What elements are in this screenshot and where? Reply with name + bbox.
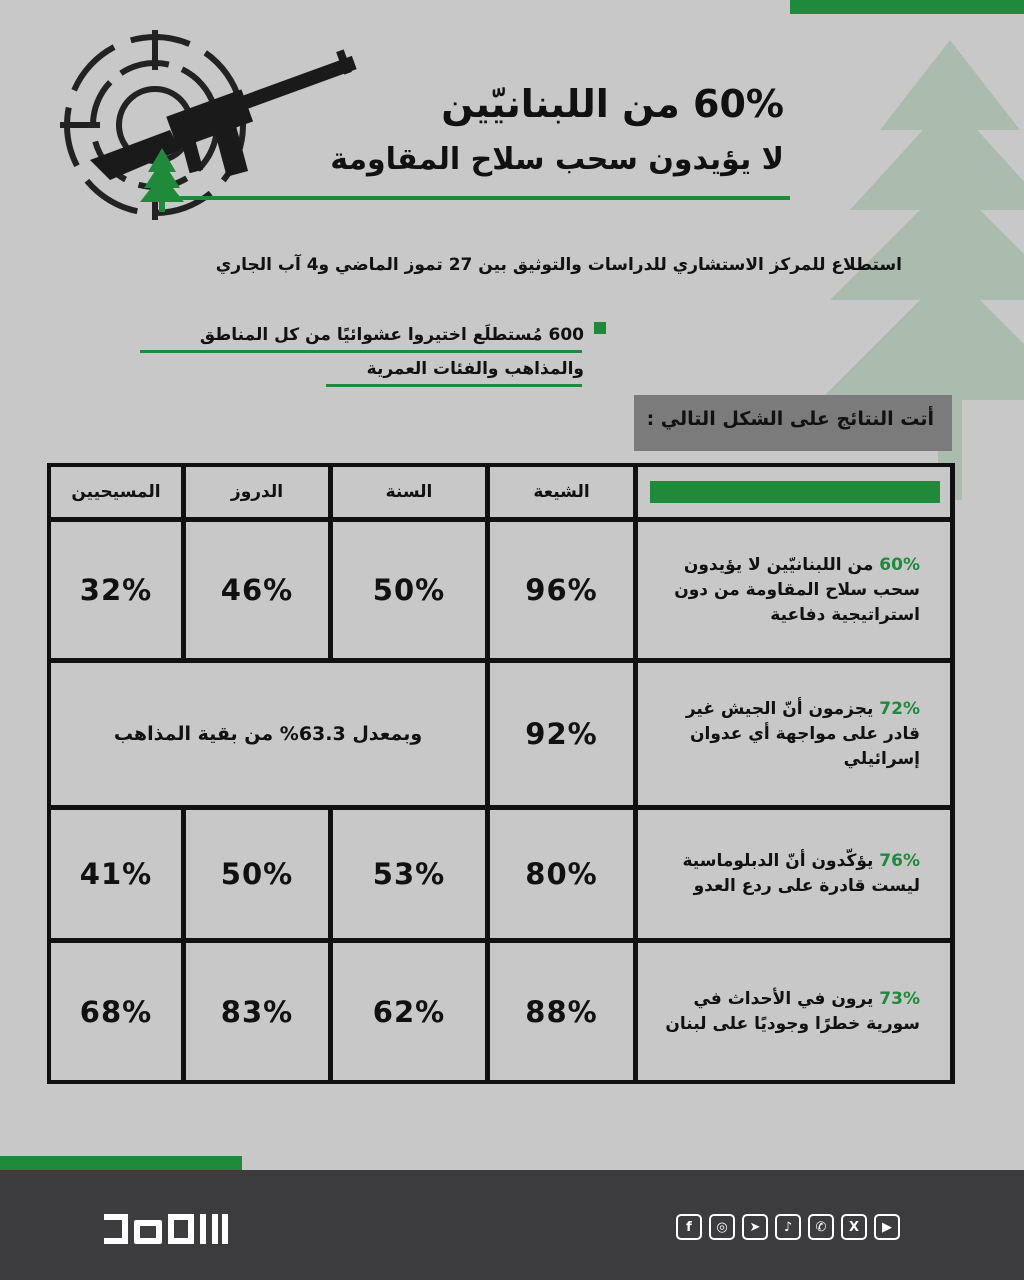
youtube-icon[interactable]: ▶ <box>874 1214 900 1240</box>
facebook-icon[interactable]: f <box>676 1214 702 1240</box>
column-header-sunni: السنة <box>333 467 485 517</box>
table-cell-value: 46% <box>186 522 328 658</box>
table-cell-value: 62% <box>333 943 485 1080</box>
results-label: أتت النتائج على الشكل التالي : <box>646 408 934 430</box>
row-statement: يرون في الأحداث في سورية خطرًا وجوديًا على لبنان <box>665 988 920 1034</box>
whatsapp-icon[interactable]: ✆ <box>808 1214 834 1240</box>
table-cell-value: 92% <box>490 663 633 805</box>
table-cell-value: 80% <box>490 810 633 938</box>
brand-logo-icon <box>104 1210 230 1248</box>
row-percent: 72% <box>879 698 920 719</box>
table-corner-bar <box>650 481 940 503</box>
table-cell-note: وبمعدل 63.3% من بقية المذاهب <box>51 663 485 805</box>
sample-underline-1 <box>140 350 582 353</box>
page-title: 60% من اللبنانيّين <box>441 82 784 126</box>
row-percent: 76% <box>879 851 920 871</box>
table-row-label <box>638 663 950 805</box>
sample-bullet-icon <box>594 322 606 334</box>
row-statement: يجزمون أنّ الجيش غير قادر على مواجهة أي عدوان إسرائيلي <box>685 698 920 769</box>
page-subtitle: لا يؤيدون سحب سلاح المقاومة <box>330 142 784 177</box>
table-cell-value: 50% <box>186 810 328 938</box>
bottom-accent-bar <box>0 1156 242 1170</box>
top-accent-bar <box>790 0 1024 14</box>
survey-intro: استطلاع للمركز الاستشاري للدراسات والتوثيق بين 27 تموز الماضي و4 آب الجاري <box>215 255 902 275</box>
row-percent: 73% <box>879 988 920 1009</box>
title-underline <box>162 196 790 200</box>
sample-underline-2 <box>326 384 582 387</box>
telegram-icon[interactable]: ➤ <box>742 1214 768 1240</box>
sample-line-1: 600 مُستطلَع اختيروا عشوائيًا من كل المناطق <box>199 325 584 345</box>
column-header-christians: المسيحيين <box>51 467 181 517</box>
table-cell-value: 68% <box>51 943 181 1080</box>
table-row-label <box>638 522 950 658</box>
row-statement: من اللبنانيّين لا يؤيدون سحب سلاح المقاومة من دون استراتيجية دفاعية <box>674 554 920 625</box>
table-cell-value: 96% <box>490 522 633 658</box>
row-percent: 60% <box>879 554 920 575</box>
instagram-icon[interactable]: ◎ <box>709 1214 735 1240</box>
table-cell-value: 41% <box>51 810 181 938</box>
column-header-shia: الشيعة <box>490 467 633 517</box>
table-cell-value: 50% <box>333 522 485 658</box>
column-header-druze: الدروز <box>186 467 328 517</box>
x-icon[interactable]: X <box>841 1214 867 1240</box>
row-statement: يؤكّدون أنّ الدبلوماسية ليست قادرة على ردع العدو <box>682 851 920 896</box>
table-row-label <box>638 810 950 938</box>
table-cell-value: 32% <box>51 522 181 658</box>
table-row-label <box>638 943 950 1080</box>
sample-line-2: والمذاهب والفئات العمرية <box>366 359 584 379</box>
table-cell-value: 88% <box>490 943 633 1080</box>
table-cell-value: 53% <box>333 810 485 938</box>
table-cell-value: 83% <box>186 943 328 1080</box>
tiktok-icon[interactable]: ♪ <box>775 1214 801 1240</box>
